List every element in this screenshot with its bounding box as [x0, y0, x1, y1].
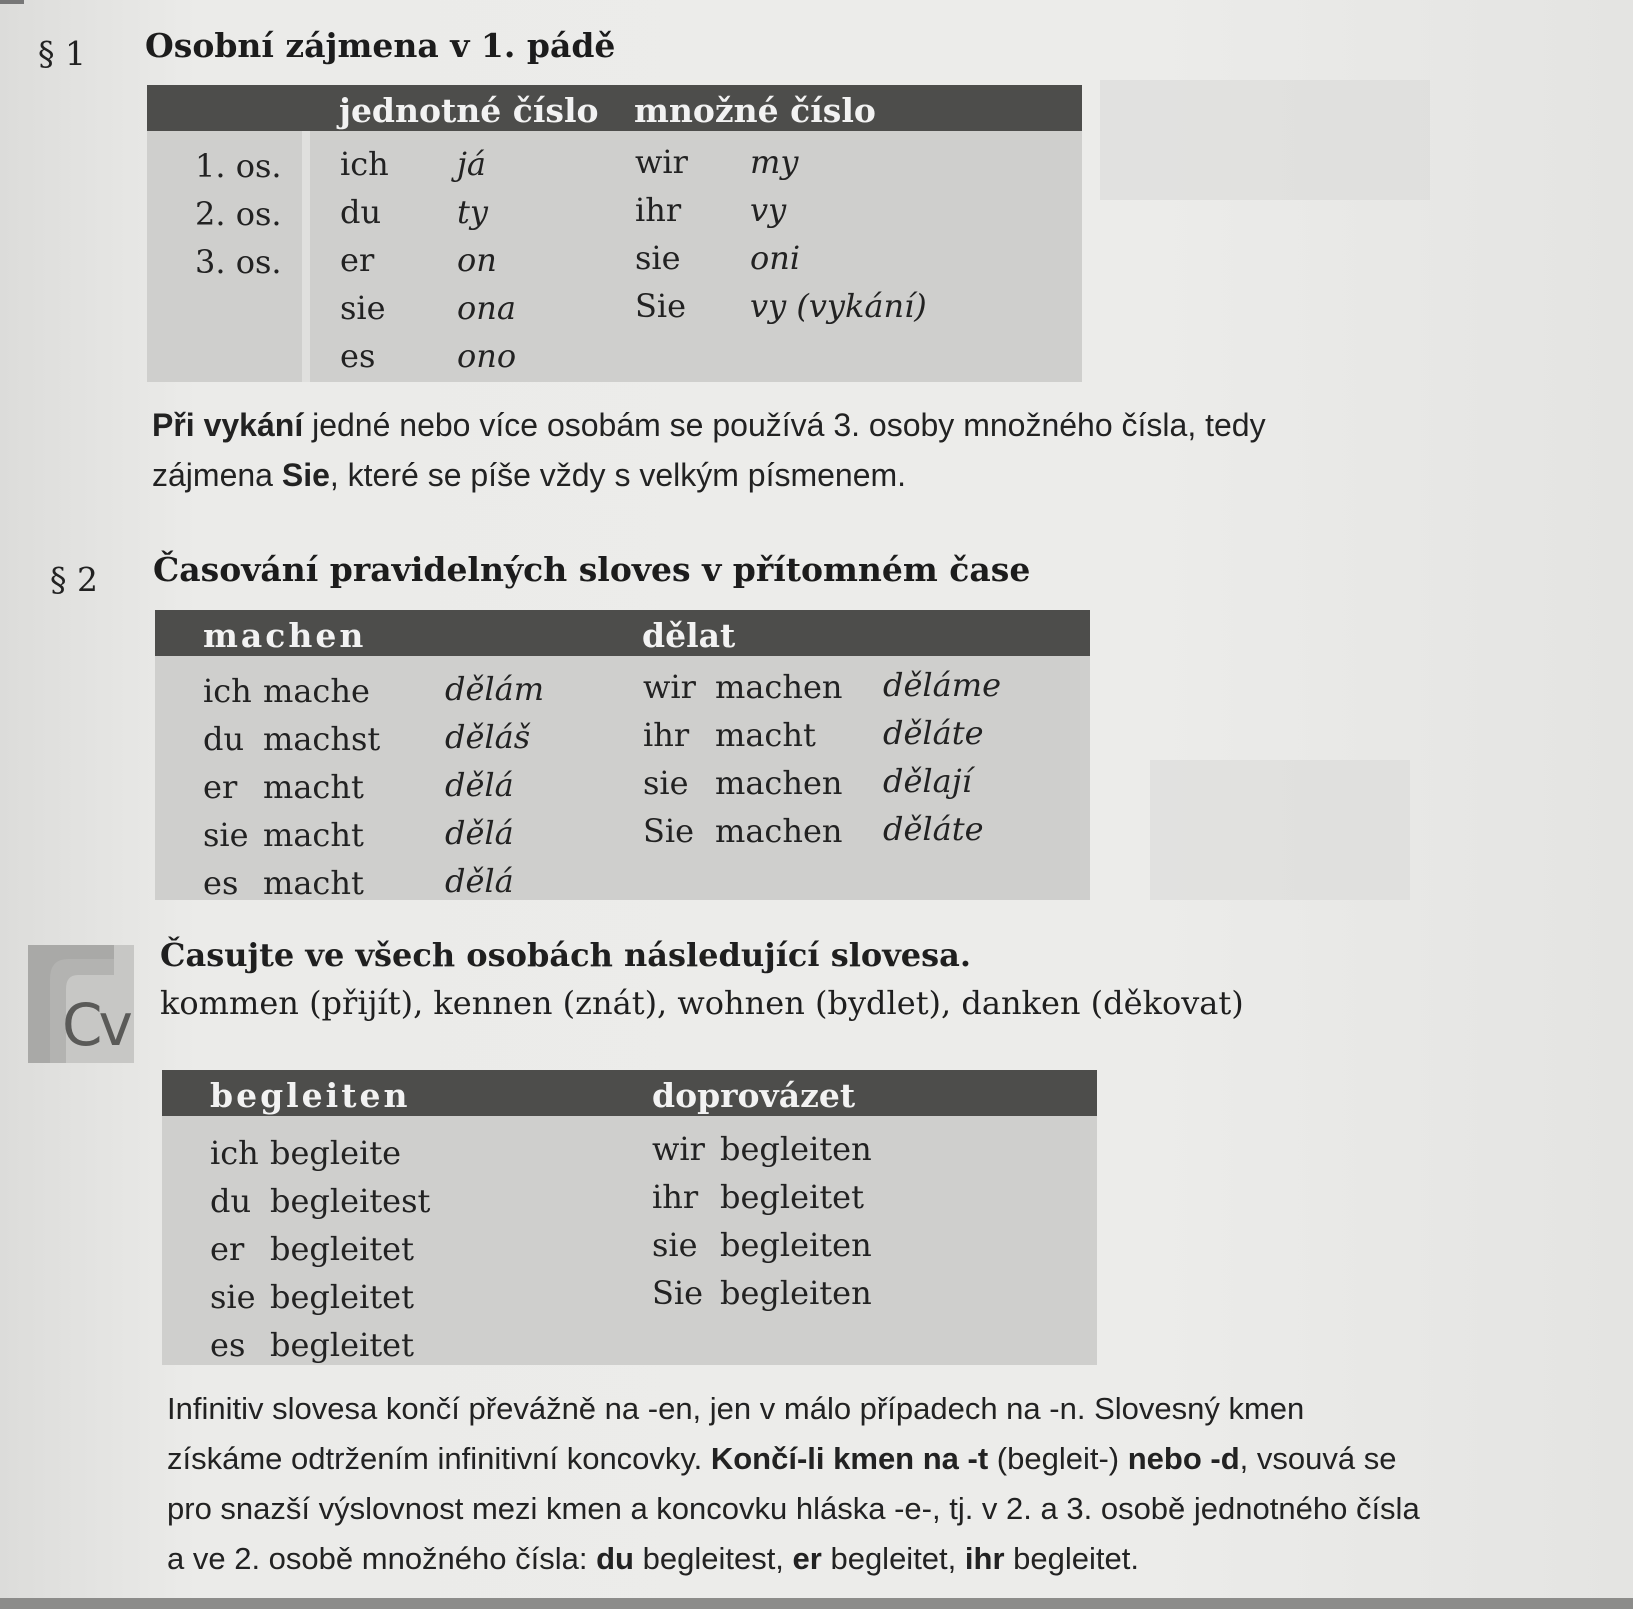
verb-form: begleitet [270, 1230, 414, 1268]
note-text: , vsouvá se [1239, 1441, 1397, 1476]
note-text: a ve 2. osobě množného čísla: [167, 1541, 597, 1576]
czech-form: děláte [883, 810, 984, 848]
pronoun: ich [210, 1134, 259, 1172]
pronoun: wir [652, 1130, 705, 1168]
bleed-through-shadow [1100, 80, 1430, 200]
header-singular: jednotné číslo [339, 91, 599, 130]
verb-form: machst [263, 720, 381, 758]
pl-german: sie [635, 239, 681, 277]
pronoun-table [147, 85, 1082, 382]
note-bold: Sie [281, 457, 330, 493]
verb-form: mache [263, 672, 370, 710]
verb-form: macht [715, 716, 816, 754]
section-title: Časování pravidelných sloves v přítomném čase [153, 550, 1031, 589]
verb-form: machen [715, 668, 843, 706]
pronoun: sie [203, 816, 249, 854]
exercise-title: Časujte ve všech osobách následující slovesa. [160, 936, 972, 974]
note-bold: du [596, 1541, 634, 1576]
infinitive-note [167, 1384, 1420, 1584]
pl-german: wir [635, 143, 688, 181]
note-text: begleitet, [821, 1541, 965, 1576]
pronoun: sie [210, 1278, 256, 1316]
exercise-badge [28, 945, 134, 1063]
note-line: pro snazší výslovnost mezi kmen a koncovku hláska -e-, tj. v 2. a 3. osobě jednotného čísla [167, 1491, 1420, 1526]
verb-form: begleiten [720, 1226, 872, 1264]
sg-czech: já [457, 145, 486, 183]
page-corner-mark [0, 0, 24, 4]
czech-form: dělá [445, 766, 514, 804]
note-text: zájmena [152, 457, 282, 493]
verb-form: begleiten [720, 1130, 872, 1168]
pl-german: Sie [635, 287, 687, 325]
header-infinitive: begleiten [210, 1076, 411, 1115]
sg-czech: ona [457, 289, 516, 327]
vykani-note [152, 400, 1266, 500]
pl-czech: vy (vykání) [750, 287, 927, 325]
note-bold: Při vykání [152, 407, 304, 443]
note-text: , které se píše vždy s velkým písmenem. [329, 457, 907, 493]
begleiten-table [162, 1070, 1097, 1365]
verb-form: begleitet [270, 1278, 414, 1316]
sg-german: du [340, 193, 382, 231]
pronoun: sie [643, 764, 689, 802]
note-bold: nebo -d [1127, 1441, 1240, 1476]
section-number: § 2 [50, 560, 98, 599]
czech-form: děláš [445, 718, 531, 756]
note-line: Infinitiv slovesa končí převážně na -en, jen v málo případech na -n. Slovesný kmen [167, 1391, 1305, 1426]
pronoun: er [210, 1230, 245, 1268]
pronoun: es [210, 1326, 246, 1364]
pl-czech: my [750, 143, 799, 181]
header-translation: dělat [642, 616, 736, 655]
pronoun: wir [643, 668, 696, 706]
verb-form: begleitest [270, 1182, 431, 1220]
note-text: begleitet. [1004, 1541, 1139, 1576]
page-bottom-edge [0, 1598, 1633, 1609]
sg-czech: ono [457, 337, 517, 375]
pronoun: ich [203, 672, 252, 710]
pronoun: er [203, 768, 238, 806]
czech-form: děláme [883, 666, 1002, 704]
pl-czech: vy [750, 191, 787, 229]
table-header [162, 1070, 1097, 1116]
note-bold: er [792, 1541, 822, 1576]
verb-form: machen [715, 764, 843, 802]
czech-form: děláte [883, 714, 984, 752]
section-title: Osobní zájmena v 1. pádě [145, 26, 616, 65]
czech-form: dělám [445, 670, 545, 708]
verb-form: machen [715, 812, 843, 850]
verb-form: begleite [270, 1134, 402, 1172]
pronoun: du [210, 1182, 252, 1220]
pronoun: es [203, 864, 239, 902]
verb-form: begleitet [720, 1178, 864, 1216]
exercise-badge-label: Cv [62, 991, 129, 1059]
header-translation: doprovázet [652, 1076, 856, 1115]
person-label: 1. os. [195, 147, 282, 185]
pronoun: Sie [652, 1274, 704, 1312]
person-label: 3. os. [195, 243, 282, 281]
machen-table [155, 610, 1090, 900]
note-text: begleitest, [633, 1541, 793, 1576]
czech-form: dělají [883, 762, 972, 800]
person-label: 2. os. [195, 195, 282, 233]
sg-german: es [340, 337, 376, 375]
column-divider [302, 131, 310, 382]
pronoun: ihr [643, 716, 690, 754]
table-header [147, 85, 1082, 131]
sg-czech: on [457, 241, 497, 279]
note-text: (begleit-) [988, 1441, 1128, 1476]
czech-form: dělá [445, 862, 514, 900]
verb-form: macht [263, 816, 364, 854]
section-number: § 1 [38, 34, 86, 73]
sg-german: sie [340, 289, 386, 327]
pl-german: ihr [635, 191, 682, 229]
note-text: jedné nebo více osobám se používá 3. osoby množného čísla, tedy [303, 407, 1266, 443]
bleed-through-shadow [1150, 760, 1410, 900]
note-bold: ihr [964, 1541, 1005, 1576]
exercise-text: kommen (přijít), kennen (znát), wohnen (bydlet), danken (děkovat) [160, 984, 1244, 1022]
pronoun: sie [652, 1226, 698, 1264]
header-infinitive: machen [203, 616, 367, 655]
verb-form: macht [263, 768, 364, 806]
pronoun: ihr [652, 1178, 699, 1216]
sg-german: er [340, 241, 375, 279]
pronoun: Sie [643, 812, 695, 850]
verb-form: begleitet [270, 1326, 414, 1364]
verb-form: begleiten [720, 1274, 872, 1312]
sg-german: ich [340, 145, 389, 183]
verb-form: macht [263, 864, 364, 902]
note-bold: Končí-li kmen na -t [710, 1441, 989, 1476]
pronoun: du [203, 720, 245, 758]
table-header [155, 610, 1090, 656]
czech-form: dělá [445, 814, 514, 852]
header-plural: množné číslo [634, 91, 876, 130]
note-text: získáme odtržením infinitivní koncovky. [167, 1441, 711, 1476]
sg-czech: ty [457, 193, 488, 231]
pl-czech: oni [750, 239, 801, 277]
